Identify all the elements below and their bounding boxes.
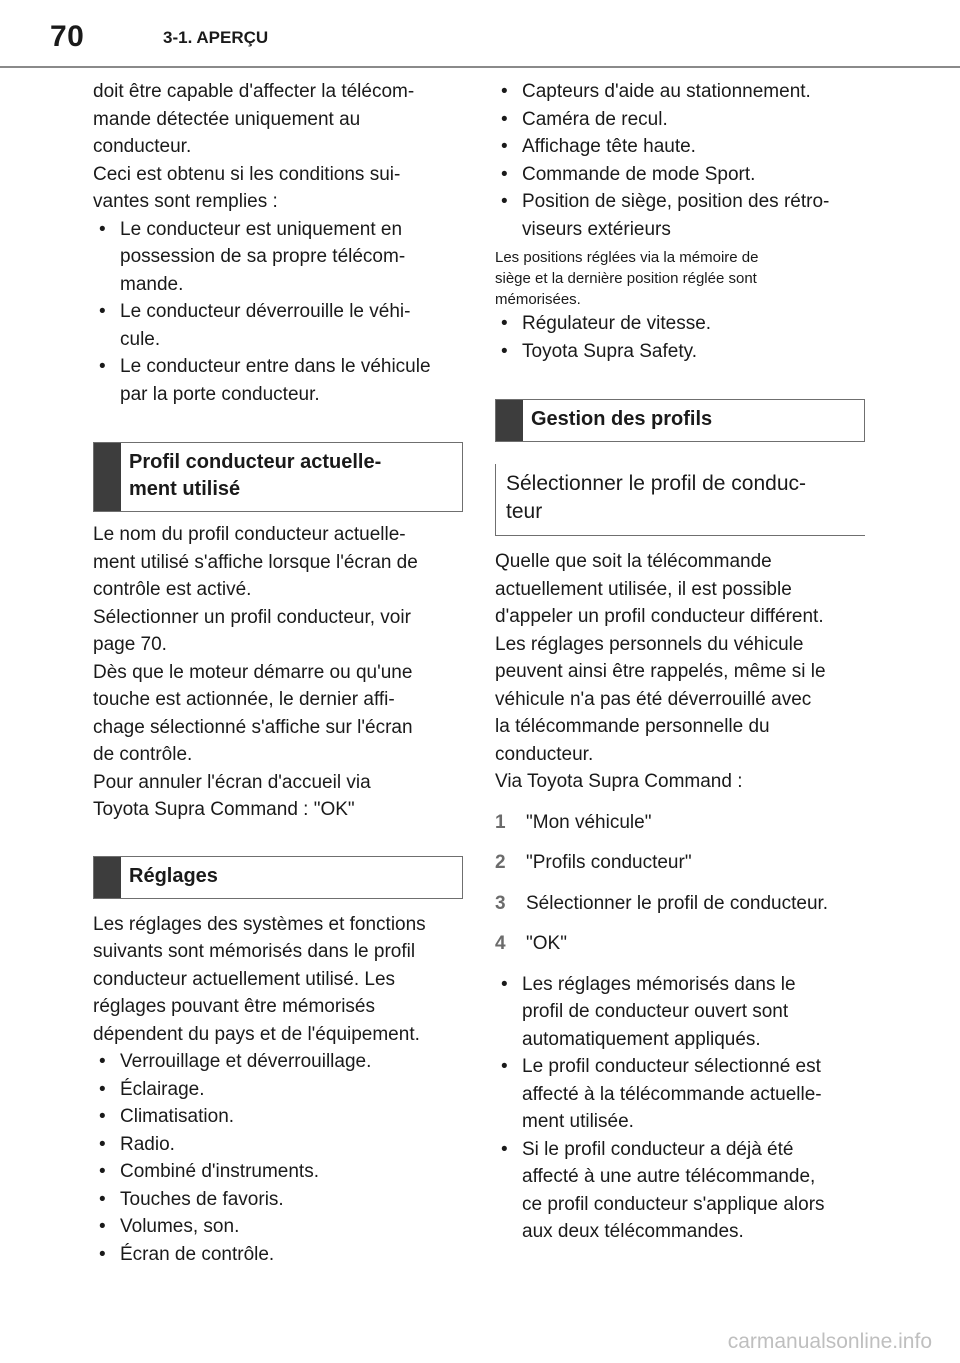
list-item: • Combiné d'instruments. xyxy=(99,1161,319,1182)
memorized-items-list xyxy=(495,78,865,243)
page-number: 70 xyxy=(50,20,85,53)
list-item: • Écran de contrôle. xyxy=(99,1243,275,1265)
list-item: • Position de siège, position des rétro- viseurs extérieurs xyxy=(501,191,830,240)
list-item: • Touches de favoris. xyxy=(99,1188,284,1210)
intro-paragraph-1: doit être capable d'affecter la télécom- mande détectée uniquement au conducteur. xyxy=(93,81,415,157)
heading-bar xyxy=(496,400,523,441)
profile-paragraph-1: Le nom du profil conducteur actuelle- ment utilisé s'affiche lorsque l'écran de contrôle est activé. xyxy=(93,524,418,600)
heading-settings: Réglages xyxy=(93,856,463,899)
watermark: carmanualsonline.info xyxy=(727,1330,932,1353)
page-header xyxy=(0,0,960,66)
settings-list xyxy=(93,1048,463,1268)
list-item: • Climatisation. xyxy=(99,1106,235,1127)
profile-notes-list xyxy=(495,971,865,1246)
intro-paragraph-2: Ceci est obtenu si les conditions sui- vantes sont remplies : xyxy=(93,163,401,212)
step-item: 4 "OK" xyxy=(495,933,567,954)
header-rule xyxy=(0,66,960,68)
list-item: • Éclairage. xyxy=(99,1078,205,1100)
select-profile-paragraph: Quelle que soit la télécommande actuellement utilisée, il est possible d'appeler un profil conducteur différent. Les réglages personnels du véhicule peuvent ainsi être rappelés, même si le véhicule n'a pas été déverrouillé avec la télécommande personnelle du conducteur. xyxy=(495,551,826,765)
conditions-list xyxy=(93,216,463,409)
heading-profile-management: Gestion des profils xyxy=(495,399,865,442)
list-item: • Volumes, son. xyxy=(99,1216,240,1237)
list-item: • Capteurs d'aide au stationnement. xyxy=(501,81,811,102)
list-item: • Affichage tête haute. xyxy=(501,136,696,157)
step-item: 1 "Mon véhicule" xyxy=(495,811,652,833)
list-item: • Le conducteur entre dans le véhicule par la porte conducteur. xyxy=(99,356,431,405)
right-column xyxy=(495,78,865,1246)
list-item: • Verrouillage et déverrouillage. xyxy=(99,1051,372,1072)
list-item: • Toyota Supra Safety. xyxy=(501,340,697,362)
heading-bar xyxy=(94,443,121,511)
list-item: • Si le profil conducteur a déjà été affecté à une autre télécommande, ce profil conducteur s'applique alors aux deux télécommandes. xyxy=(501,1138,825,1242)
section-title: 3-1. APERÇU xyxy=(163,28,269,47)
left-column xyxy=(93,78,463,1268)
subheading-select-profile: Sélectionner le profil de conduc- teur xyxy=(495,464,865,536)
list-item: • Caméra de recul. xyxy=(501,108,668,130)
profile-paragraph-2: Sélectionner un profil conducteur, voir page 70. xyxy=(93,606,411,655)
step-item: 2 "Profils conducteur" xyxy=(495,852,692,873)
list-item: • Radio. xyxy=(99,1133,175,1155)
settings-paragraph: Les réglages des systèmes et fonctions suivants sont mémorisés dans le profil conducteur actuellement utilisé. Les réglages pouvant être mémorisés dépendent du pays et de l'équipement. xyxy=(93,913,426,1045)
list-item: • Le conducteur est uniquement en possession de sa propre télécom- mande. xyxy=(99,218,406,295)
heading-bar xyxy=(94,857,121,898)
step-item: 3 Sélectionner le profil de conducteur. xyxy=(495,892,829,914)
list-item: • Régulateur de vitesse. xyxy=(501,313,712,334)
heading-current-profile: Profil conducteur actuelle- ment utilisé xyxy=(93,442,463,512)
steps-list xyxy=(495,809,865,958)
profile-paragraph-3: Dès que le moteur démarre ou qu'une touche est actionnée, le dernier affi- chage sélectionné s'affiche sur l'écran de contrôle. xyxy=(93,661,413,765)
seat-memory-note: Les positions réglées via la mémoire de siège et la dernière position réglée sont mémorisées. xyxy=(495,249,759,308)
list-item: • Les réglages mémorisés dans le profil de conducteur ouvert sont automatiquement appliqués. xyxy=(501,973,796,1050)
profile-paragraph-4: Pour annuler l'écran d'accueil via Toyota Supra Command : "OK" xyxy=(93,771,371,820)
via-command-line: Via Toyota Supra Command : xyxy=(495,771,743,792)
list-item: • Commande de mode Sport. xyxy=(501,163,756,185)
list-item: • Le profil conducteur sélectionné est affecté à la télécommande actuelle- ment utilisée. xyxy=(501,1056,822,1132)
list-item: • Le conducteur déverrouille le véhi- cule. xyxy=(99,301,411,350)
memorized-items-list-2 xyxy=(495,310,865,365)
